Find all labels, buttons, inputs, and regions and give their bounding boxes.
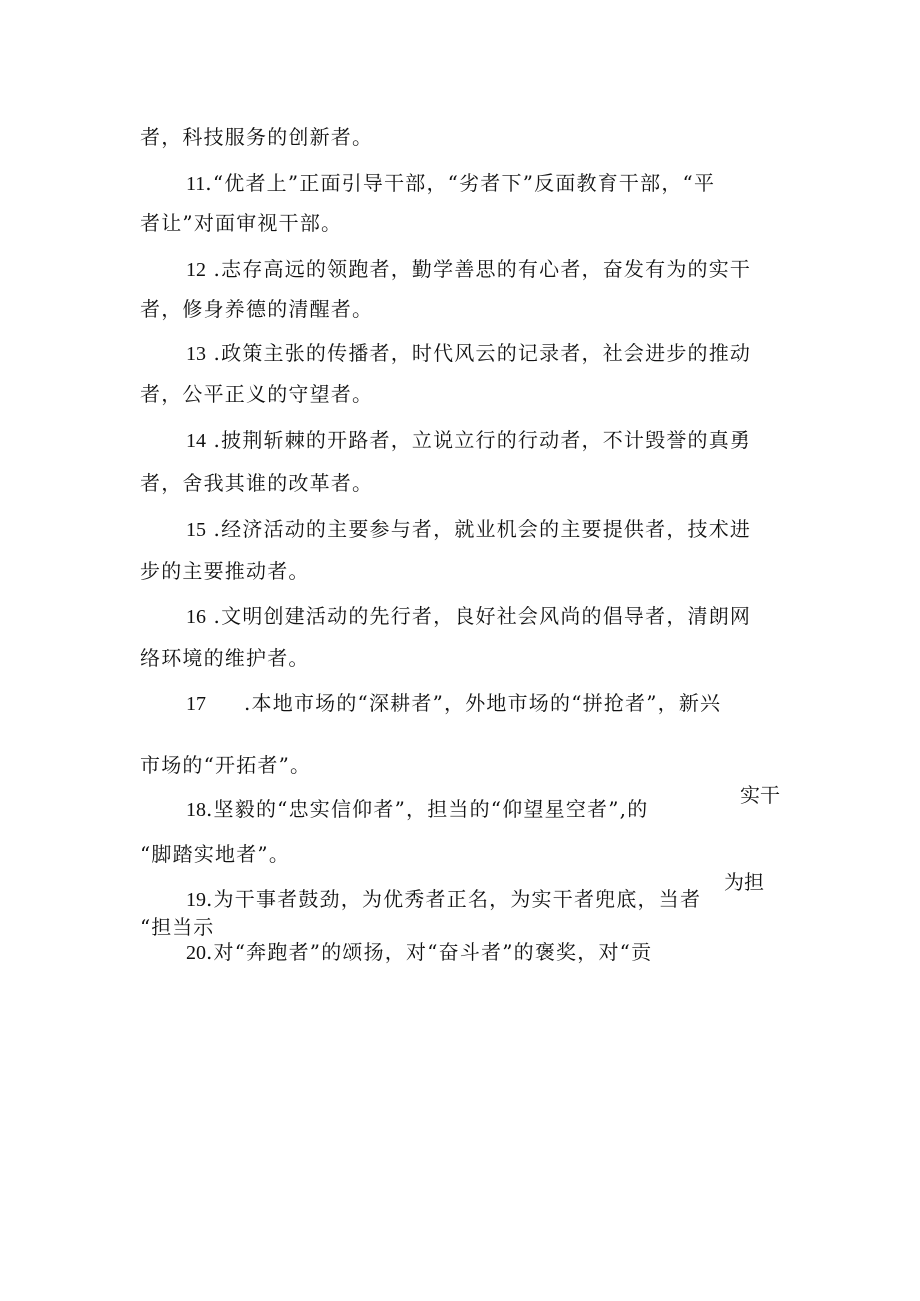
paragraph-10-line-2: 者，科技服务的创新者。 [140, 125, 374, 149]
paragraph-13-line-1 [186, 340, 751, 367]
paragraph-16-line-2: 络环境的维护者。 [140, 646, 310, 670]
paragraph-19-line-1 [186, 886, 701, 913]
item-number: 14 [186, 430, 206, 452]
paragraph-text: .“优者上”正面引导干部，“劣者下”反面教育干部，“平 [205, 171, 716, 195]
clipped-text-fragment [140, 915, 215, 939]
item-number: 18 [186, 799, 206, 821]
item-number: 19 [186, 889, 206, 911]
paragraph-text: .对“奔跑者”的颂扬，对“奋斗者”的褒奖，对“贡 [206, 940, 653, 964]
paragraph-18-line-1 [186, 796, 648, 823]
paragraph-text: .经济活动的主要参与者，就业机会的主要提供者，技术进 [206, 517, 752, 541]
paragraph-11-line-1 [186, 170, 715, 197]
paragraph-15-line-2: 步的主要推动者。 [140, 559, 310, 583]
paragraph-12-line-1 [186, 256, 751, 283]
paragraph-12-line-2: 者，修身养德的清醒者。 [140, 297, 374, 321]
item-number: 11 [186, 173, 206, 195]
displaced-text-fragment: 为担 [724, 870, 764, 894]
paragraph-text: .志存高远的领跑者，勤学善思的有心者，奋发有为的实干 [206, 257, 752, 281]
item-number: 16 [186, 606, 206, 628]
paragraph-18-line-2: “脚踏实地者”。 [140, 842, 291, 866]
item-number: 15 [186, 519, 206, 541]
paragraph-14-line-1 [186, 427, 751, 454]
paragraph-13-line-2: 者，公平正义的守望者。 [140, 382, 374, 406]
paragraph-text: .本地市场的“深耕者”，外地市场的“拼抢者”，新兴 [244, 691, 722, 715]
paragraph-text: .政策主张的传播者，时代风云的记录者，社会进步的推动 [206, 341, 752, 365]
paragraph-text: .文明创建活动的先行者，良好社会风尚的倡导者，清朗网 [206, 604, 752, 628]
item-number: 17 [186, 693, 206, 715]
paragraph-20-line-1 [186, 939, 652, 966]
paragraph-text: .坚毅的“忠实信仰者”，担当的“仰望星空者”,的 [206, 797, 649, 821]
paragraph-15-line-1 [186, 516, 751, 543]
item-number: 20 [186, 942, 206, 964]
displaced-text-fragment: 实干 [740, 783, 780, 807]
item-number: 13 [186, 343, 206, 365]
paragraph-text: .披荆斩棘的开路者，立说立行的行动者，不计毁誉的真勇 [206, 428, 752, 452]
paragraph-17-line-2: 市场的“开拓者”。 [140, 753, 312, 777]
paragraph-17-line-1 [186, 690, 721, 717]
paragraph-text: .为干事者鼓劲，为优秀者正名，为实干者兜底，当者 [206, 887, 702, 911]
paragraph-16-line-1 [186, 603, 751, 630]
paragraph-11-line-2: 者让”对面审视干部。 [140, 211, 343, 235]
item-number: 12 [186, 259, 206, 281]
paragraph-14-line-2: 者，舍我其谁的改革者。 [140, 471, 374, 495]
clipped-text: “担当示 [140, 915, 215, 939]
